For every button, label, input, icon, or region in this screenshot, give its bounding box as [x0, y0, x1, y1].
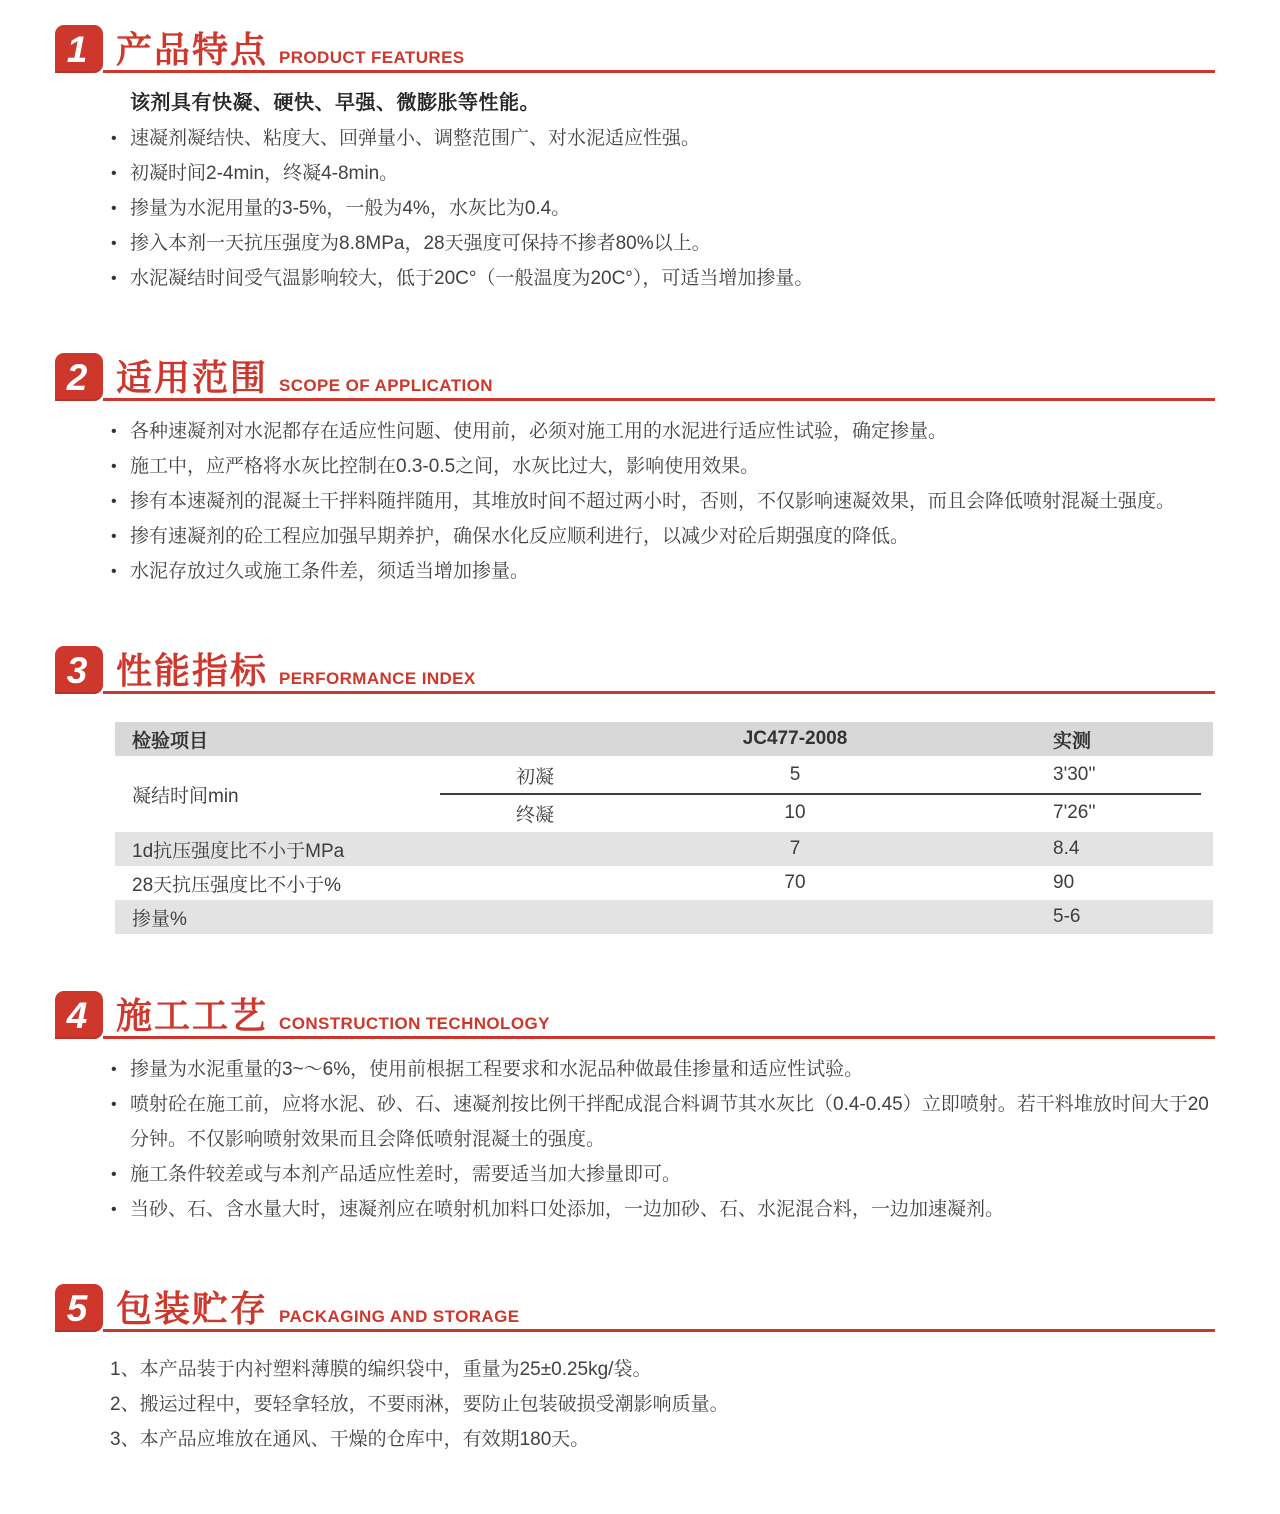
section-header: [55, 991, 1215, 1039]
bullet-item: • 当砂、石、含水量大时，速凝剂应在喷射机加料口处添加，一边加砂、石、水泥混合料，一边加速凝剂。: [110, 1192, 1215, 1227]
section-title-area: [103, 646, 1215, 694]
column-header-standard: JC477-2008: [742, 728, 848, 749]
measured-value: 90: [1053, 872, 1075, 893]
intro-line: 该剂具有快凝、硬快、早强、微膨胀等性能。: [130, 92, 540, 114]
table-row: [115, 866, 1213, 900]
section-scope-of-application: [55, 353, 1215, 589]
section-title-zh: 施工工艺: [116, 995, 269, 1036]
bullet-item: • 掺量为水泥重量的3~～6%，使用前根据工程要求和水泥品种做最佳掺量和适应性试验。: [110, 1052, 1215, 1087]
column-header-item: 检验项目: [132, 730, 209, 752]
sub-row-divider: [440, 793, 1201, 795]
bullet-item: • 掺有速凝剂的砼工程应加强早期养护，确保水化反应顺利进行，以减少对砼后期强度的降低。: [110, 519, 1215, 554]
bullet-item: • 喷射砼在施工前，应将水泥、砂、石、速凝剂按比例干拌配成混合料调节其水灰比（0.4-0.45）立即喷射。若干料堆放时间大于20分钟。不仅影响喷射效果而且会降低喷射混凝土的强度。: [110, 1087, 1215, 1157]
measured-value: 8.4: [1053, 838, 1080, 859]
column-header-measured: 实测: [1053, 730, 1092, 752]
row-label: 凝结时间min: [132, 785, 239, 807]
bullet-list: [110, 414, 1215, 589]
measured-value: 7'26'': [1053, 802, 1096, 823]
section-title-area: [103, 25, 1215, 73]
standard-value: 7: [789, 838, 801, 859]
section-header: [55, 646, 1215, 694]
section-number: 3: [66, 649, 88, 691]
measured-value: 5-6: [1053, 906, 1081, 927]
setting-time-row-group: [115, 756, 1213, 832]
row-label: 1d抗压强度比不小于MPa: [132, 840, 345, 862]
bullet-item: • 速凝剂凝结快、粘度大、回弹量小、调整范围广、对水泥适应性强。: [110, 121, 1215, 156]
bullet-item: • 初凝时间2-4min，终凝4-8min。: [110, 156, 1215, 191]
bullet-item: • 掺量为水泥用量的3-5%，一般为4%，水灰比为0.4。: [110, 191, 1215, 226]
section-title-en: CONSTRUCTION TECHNOLOGY: [279, 1014, 550, 1033]
section-product-features: [55, 25, 1215, 296]
section-packaging-and-storage: [55, 1284, 1215, 1457]
sub-row-label: 初凝: [515, 766, 554, 788]
table-row: [115, 832, 1213, 866]
section-number-badge: [55, 991, 103, 1039]
section-header: [55, 25, 1215, 73]
section-title-en: PACKAGING AND STORAGE: [279, 1307, 520, 1326]
bullet-item: • 施工条件较差或与本剂产品适应性差时，需要适当加大掺量即可。: [110, 1157, 1215, 1192]
bullet-item: • 掺有本速凝剂的混凝土干拌料随拌随用，其堆放时间不超过两小时，否则，不仅影响速凝效果，而且会降低喷射混凝土强度。: [110, 484, 1215, 519]
performance-table: [115, 722, 1213, 934]
section-performance-index: [55, 646, 1215, 934]
section-title-en: PERFORMANCE INDEX: [279, 669, 476, 688]
section-title-area: [103, 353, 1215, 401]
section-body: [55, 1352, 1215, 1457]
section-title-en: SCOPE OF APPLICATION: [279, 376, 493, 395]
section-header: [55, 1284, 1215, 1332]
section-number-badge: [55, 1284, 103, 1332]
row-label: 掺量%: [132, 908, 187, 930]
standard-value: 5: [789, 764, 801, 785]
section-number-badge: [55, 353, 103, 401]
section-title-zh: 包装贮存: [116, 1288, 269, 1329]
section-title-area: [103, 991, 1215, 1039]
bullet-list: [110, 1052, 1215, 1227]
numbered-item: 3、本产品应堆放在通风、干燥的仓库中，有效期180天。: [110, 1429, 590, 1450]
standard-value: 70: [784, 872, 806, 893]
measured-value: 3'30'': [1053, 764, 1096, 785]
table-header-row: [115, 722, 1213, 756]
section-title-zh: 产品特点: [116, 29, 269, 70]
numbered-item: 1、本产品装于内衬塑料薄膜的编织袋中，重量为25±0.25kg/袋。: [110, 1359, 652, 1380]
section-number-badge: [55, 646, 103, 694]
section-number: 4: [66, 994, 88, 1036]
section-title-zh: 性能指标: [116, 650, 269, 691]
row-label: 28天抗压强度比不小于%: [132, 874, 342, 896]
standard-value: 10: [784, 802, 806, 823]
bullet-item: • 水泥存放过久或施工条件差，须适当增加掺量。: [110, 554, 1215, 589]
section-number: 1: [66, 28, 88, 70]
section-construction-technology: [55, 991, 1215, 1227]
section-number-badge: [55, 25, 103, 73]
section-header: [55, 353, 1215, 401]
section-body: [55, 86, 1215, 296]
numbered-item: 2、搬运过程中，要轻拿轻放，不要雨淋，要防止包装破损受潮影响质量。: [110, 1394, 729, 1415]
section-body: [55, 1052, 1215, 1227]
section-title-area: [103, 1284, 1215, 1332]
section-title-en: PRODUCT FEATURES: [279, 48, 465, 67]
table-row: [115, 900, 1213, 934]
bullet-list: [110, 121, 1215, 296]
bullet-item: • 各种速凝剂对水泥都存在适应性问题、使用前，必须对施工用的水泥进行适应性试验，确定掺量。: [110, 414, 1215, 449]
section-title-zh: 适用范围: [116, 357, 269, 398]
sub-row-label: 终凝: [515, 804, 554, 826]
bullet-item: • 掺入本剂一天抗压强度为8.8MPa，28天强度可保持不掺者80%以上。: [110, 226, 1215, 261]
section-number: 5: [66, 1287, 88, 1329]
section-body: [55, 414, 1215, 589]
section-number: 2: [66, 356, 88, 398]
bullet-item: • 水泥凝结时间受气温影响较大，低于20C°（一般温度为20C°），可适当增加掺量。: [110, 261, 1215, 296]
bullet-item: • 施工中，应严格将水灰比控制在0.3-0.5之间，水灰比过大，影响使用效果。: [110, 449, 1215, 484]
